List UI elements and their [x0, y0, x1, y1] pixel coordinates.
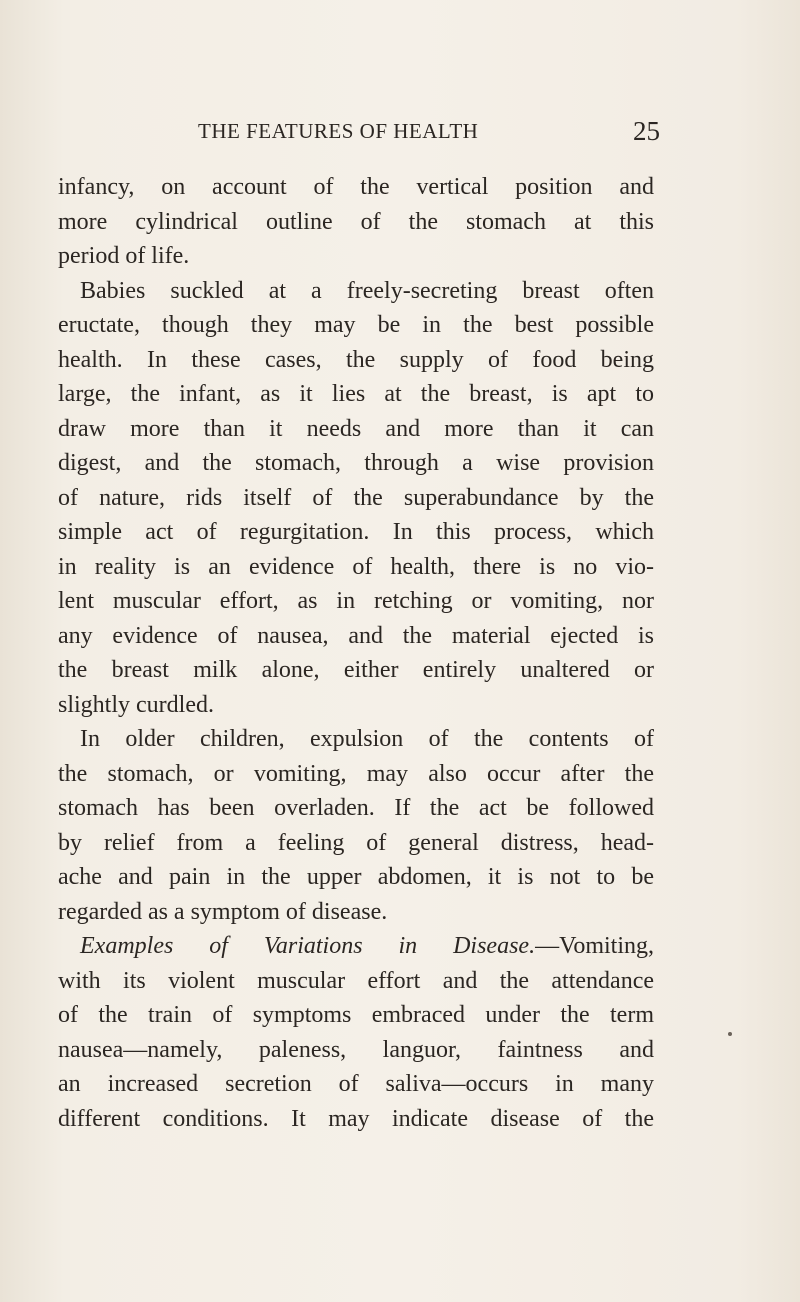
text-line: with its violent muscular effort and the attendance: [58, 967, 654, 994]
text-line: health. In these cases, the supply of food being: [58, 346, 654, 373]
text-line: stomach has been overladen. If the act be followed: [58, 795, 654, 821]
text-fragment: —Vomiting,: [535, 933, 654, 959]
text-line: the breast milk alone, either entirely unaltered or: [58, 657, 654, 683]
text-line: the stomach, or vomiting, may also occur after the: [58, 760, 654, 787]
text-line: of nature, rids itself of the superabundance by the: [58, 484, 654, 511]
stray-mark: [728, 1032, 732, 1036]
text-line: more cylindrical outline of the stomach at this: [58, 208, 654, 235]
text-line: Babies suckled at a freely-secreting breast often: [80, 277, 654, 304]
text-line: In older children, expulsion of the contents of: [80, 726, 654, 752]
text-line: infancy, on account of the vertical position and: [58, 174, 654, 200]
text-line: nausea—namely, paleness, languor, faintness and: [58, 1036, 654, 1063]
text-line: in reality is an evidence of health, there is no vio-: [58, 553, 654, 580]
text-line: digest, and the stomach, through a wise provision: [58, 450, 654, 476]
text-line: of the train of symptoms embraced under the term: [58, 1002, 654, 1028]
body-text: [58, 170, 654, 1136]
text-line: [58, 929, 654, 964]
text-line: regarded as a symptom of disease.: [58, 898, 388, 925]
text-line: lent muscular effort, as in retching or vomiting, nor: [58, 588, 654, 614]
text-line: different conditions. It may indicate disease of the: [58, 1105, 654, 1132]
text-line: an increased secretion of saliva—occurs in many: [58, 1071, 654, 1097]
running-head: [0, 116, 800, 146]
text-line: draw more than it needs and more than it can: [58, 415, 654, 442]
text-line: any evidence of nausea, and the material ejected is: [58, 622, 654, 649]
text-line: ache and pain in the upper abdomen, it is not to be: [58, 864, 654, 890]
page-number: 25: [633, 116, 660, 146]
text-line: by relief from a feeling of general distress, head-: [58, 829, 654, 856]
text-line: simple act of regurgitation. In this process, which: [58, 519, 654, 545]
text-line: period of life.: [58, 243, 190, 269]
text-line: slightly curdled.: [58, 691, 214, 718]
text-line: large, the infant, as it lies at the breast, is apt to: [58, 381, 654, 407]
section-heading-italic: Examples of Variations in Disease.: [80, 933, 536, 959]
header-title: THE FEATURES OF HEALTH: [198, 119, 479, 143]
text-line: eructate, though they may be in the best possible: [58, 312, 654, 338]
